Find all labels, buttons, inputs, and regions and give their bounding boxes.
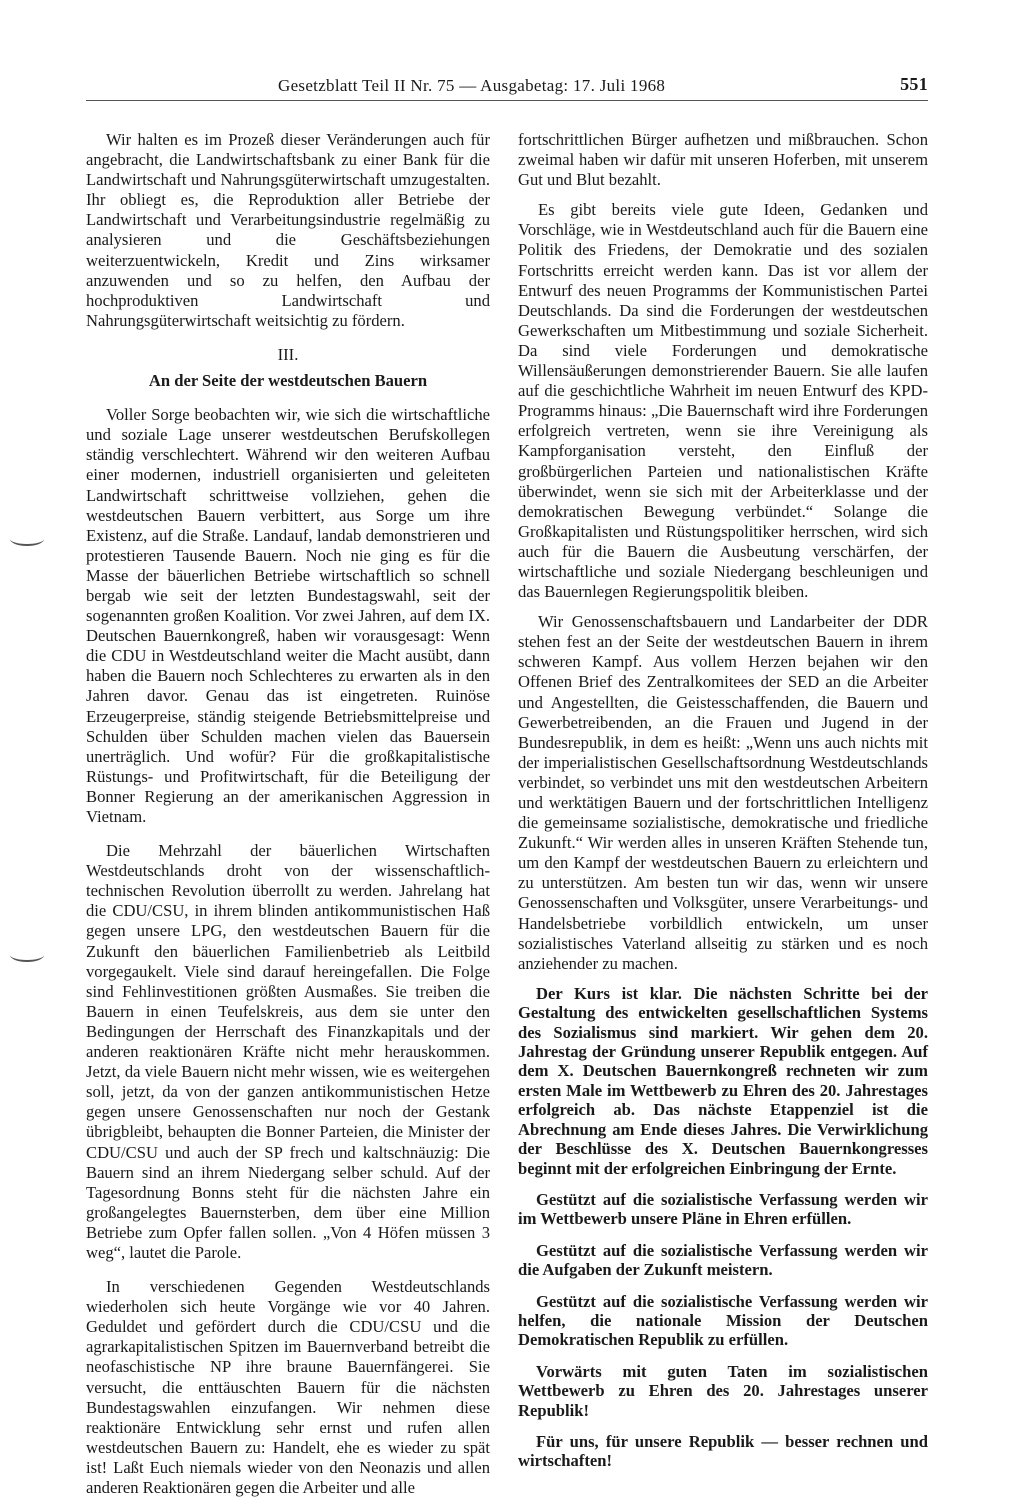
paragraph: Es gibt bereits viele gute Ideen, Gedanken und Vorschläge, wie in Westdeutschland auch für die Bauern eine Politik des Friedens, der Demokratie und des sozialen Fortschritts erreicht werden kann. Das ist vor allem der Entwurf des neuen Programms der Kommunistischen Partei Deutschlands. Da sind die Forderungen der westdeutschen Gewerkschaften um Mitbestimmung und soziale Sicherheit. Da sind viele Forderungen und demokratische Willensäußerungen demonstrierender Bauern. Sie alle laufen auf die geschichtliche Wahrheit im neuen Entwurf des KPD-Programms hinaus: „Die Bauernschaft wird ihre Forderungen erfolgreich vertreten, wenn sie ihre Vereinigung als Kampforganisation versteht, den Einfluß der großbürgerlichen Parteien und nationalistischen Kräfte überwindet, wenn sie sich mit der Arbeiterklasse und der demokratischen Bewegung verbündet.“ Solange die Großkapitalisten und Rüstungspolitiker herrschen, wird sich auch für die Bauern die Ausbeutung verschärfen, der wirtschaftliche und soziale Niedergang beschleunigen und das Bauernlegen Regierungspolitik bleiben. [518,200,928,602]
paragraph: Die Mehrzahl der bäuerlichen Wirtschaften Westdeutschlands droht von der wissenschaftlich-technischen Revolution überrollt zu werden. Jahrelang hat die CDU/CSU, in ihrem blinden antikommunistischen Haß gegen unsere LPG, den westdeutschen Bauern für die Zukunft den bäuerlichen Familienbetrieb als Leitbild vorgegaukelt. Viele sind darauf hereingefallen. Die Folge sind Fehlinvestitionen größten Ausmaßes. Sie treiben die Bauern in einen Teufelskreis, aus dem sie unter den Bedingungen der Herrschaft des Finanzkapitals und der anderen reaktionären Kräfte nicht mehr herauskommen. Jetzt, da viele Bauern nicht mehr wissen, wie es weitergehen soll, jetzt, da von der ganzen antikommunistischen Hetze gegen unsere Genossenschaften nur noch der Gestank übrigbleibt, behaupten die Bonner Parteien, die Minister der CDU/CSU und auch der SP frech und kaltschnäuzig: Die Bauern sind an ihrem Niedergang selber schuld. Auf der Tagesordnung Bonns steht für die nächsten Jahre ein großangelegtes Bauernsterben, dem über eine Million Betriebe zum Opfer fallen sollen. „Von 4 Höfen müssen 3 weg“, lautet die Parole. [86,841,490,1262]
margin-mark [10,948,44,962]
right-column [518,130,928,1483]
left-column [86,130,490,1512]
margin-mark [10,532,44,546]
paragraph: fortschrittlichen Bürger aufhetzen und mißbrauchen. Schon zweimal haben wir dafür mit unseren Hoferben, mit unserem Gut und Blut bezahlt. [518,130,928,190]
paragraph: Wir halten es im Prozeß dieser Veränderungen auch für angebracht, die Landwirtschaftsbank zu einer Bank für die Landwirtschaft und Nahrungsgüterwirtschaft umzugestalten. Ihr obliegt es, die Reproduktion aller Betriebe der Landwirtschaft und Verarbeitungsindustrie regelmäßig zu analysieren und die Geschäftsbeziehungen weiterzuentwickeln, Kredit und Zins wirksamer anzuwenden und so zu helfen, den Aufbau der hochproduktiven Landwirtschaft und Nahrungsgüterwirtschaft weitsichtig zu fördern. [86,130,490,330]
bold-paragraph: Gestützt auf die sozialistische Verfassung werden wir helfen, die nationale Mission der Deutschen Demokratischen Republik zu erfüllen. [518,1291,928,1350]
bold-paragraph: Der Kurs ist klar. Die nächsten Schritte bei der Gestaltung des entwickelten gesellschaftlichen Systems des Sozialismus sind markiert. Wir gehen dem 20. Jahrestag der Gründung unserer Republik entgegen. Auf dem X. Deutschen Bauernkongreß rechneten wir zum ersten Male im Wettbewerb zu Ehren des 20. Jahrestages erfolgreich ab. Das nächste Etappenziel ist die Abrechnung am Ende dieses Jahres. Die Verwirklichung der Beschlüsse des X. Deutschen Bauernkongresses beginnt mit der erfolgreichen Einbringung der Ernte. [518,983,928,1178]
paragraph: Voller Sorge beobachten wir, wie sich die wirtschaftliche und soziale Lage unserer westdeutschen Berufskollegen ständig verschlechtert. Während wir den weiteren Aufbau einer modernen, industriell organisierten und geleiteten Landwirtschaft schrittweise vollziehen, gehen die westdeutschen Bauern verbittert, aus Sorge um ihre Existenz, auf die Straße. Landauf, landab demonstrieren und protestieren Tausende Bauern. Noch nie ging es für die Masse der bäuerlichen Betriebe wirtschaftlich so schnell bergab wie seit der letzten Bundestagswahl, seit der sogenannten großen Koalition. Vor zwei Jahren, auf dem IX. Deutschen Bauernkongreß, haben wir vorausgesagt: Wenn die CDU in Westdeutschland weiter die Macht ausübt, dann haben die Bauern noch Schlechteres zu erwarten als in den Jahren davor. Genau das ist eingetreten. Ruinöse Erzeugerpreise, ständig steigende Betriebsmittelpreise und Schulden über Schulden machen vielen das Bauersein unerträglich. Und wofür? Für die großkapitalistische Rüstungs- und Profitwirtschaft, für die Beteiligung der Bonner Regierung an der amerikanischen Aggression in Vietnam. [86,405,490,826]
header-title: Gesetzblatt Teil II Nr. 75 — Ausgabetag: 17. Juli 1968 [278,76,666,95]
paragraph: Wir Genossenschaftsbauern und Landarbeiter der DDR stehen fest an der Seite der westdeutschen Bauern in ihrem schweren Kampf. Aus vollem Herzen bejahen wir den Offenen Brief des Zentralkomitees der SED an die Arbeiter und Angestellten, die Geistesschaffenden, die Bauern und Gewerbetreibenden, an die Frauen und Jugend in der Bundesrepublik, in dem es heißt: „Wenn uns auch nichts mit der imperialistischen Gesellschaftsordnung Westdeutschlands verbindet, so verbindet uns mit den westdeutschen Arbeitern und werktätigen Bauern und der fortschrittlichen Intelligenz die gemeinsame sozialistische, demokratische und friedliche Zukunft.“ Wir werden alles in unseren Kräften Stehende tun, um den Kampf der westdeutschen Bauern zu erleichtern und zu unterstützen. Am besten tun wir das, wenn wir unsere Genossenschaften und Volksgüter, unsere Verarbeitungs- und Handelsbetriebe vorbildlich entwickeln, um unser sozialistisches Vaterland allseitig zu stärken und es noch anziehender zu machen. [518,612,928,973]
header-rule [86,100,928,101]
bold-paragraph: Vorwärts mit guten Taten im sozialistischen Wettbewerb zu Ehren des 20. Jahrestages unserer Republik! [518,1361,928,1420]
bold-paragraph: Für uns, für unsere Republik — besser rechnen und wirtschaften! [518,1431,928,1471]
page-header [278,72,928,102]
section-number: III. [277,344,299,364]
bold-paragraph: Gestützt auf die sozialistische Verfassung werden wir die Aufgaben der Zukunft meistern. [518,1240,928,1280]
section-heading: An der Seite der westdeutschen Bauern [148,371,428,391]
bold-paragraph: Gestützt auf die sozialistische Verfassung werden wir im Wettbewerb unsere Pläne in Ehren erfüllen. [518,1189,928,1229]
paragraph: In verschiedenen Gegenden Westdeutschlands wiederholen sich heute Vorgänge wie vor 40 Jahren. Geduldet und gefördert durch die CDU/CSU und die agrarkapitalistischen Spitzen im Bauernverband betreibt die neofaschistische NP ihre braune Bauernfängerei. Sie versucht, die enttäuschten Bauern für die nächsten Bundestagswahlen einzufangen. Wir nehmen diese reaktionäre Entwicklung sehr ernst und rufen allen westdeutschen Bauern zu: Handelt, ehe es wieder zu spät ist! Laßt Euch niemals wieder von den Neonazis und allen anderen Reaktionären gegen die Arbeiter und alle [86,1277,490,1497]
page-number: 551 [900,74,928,94]
